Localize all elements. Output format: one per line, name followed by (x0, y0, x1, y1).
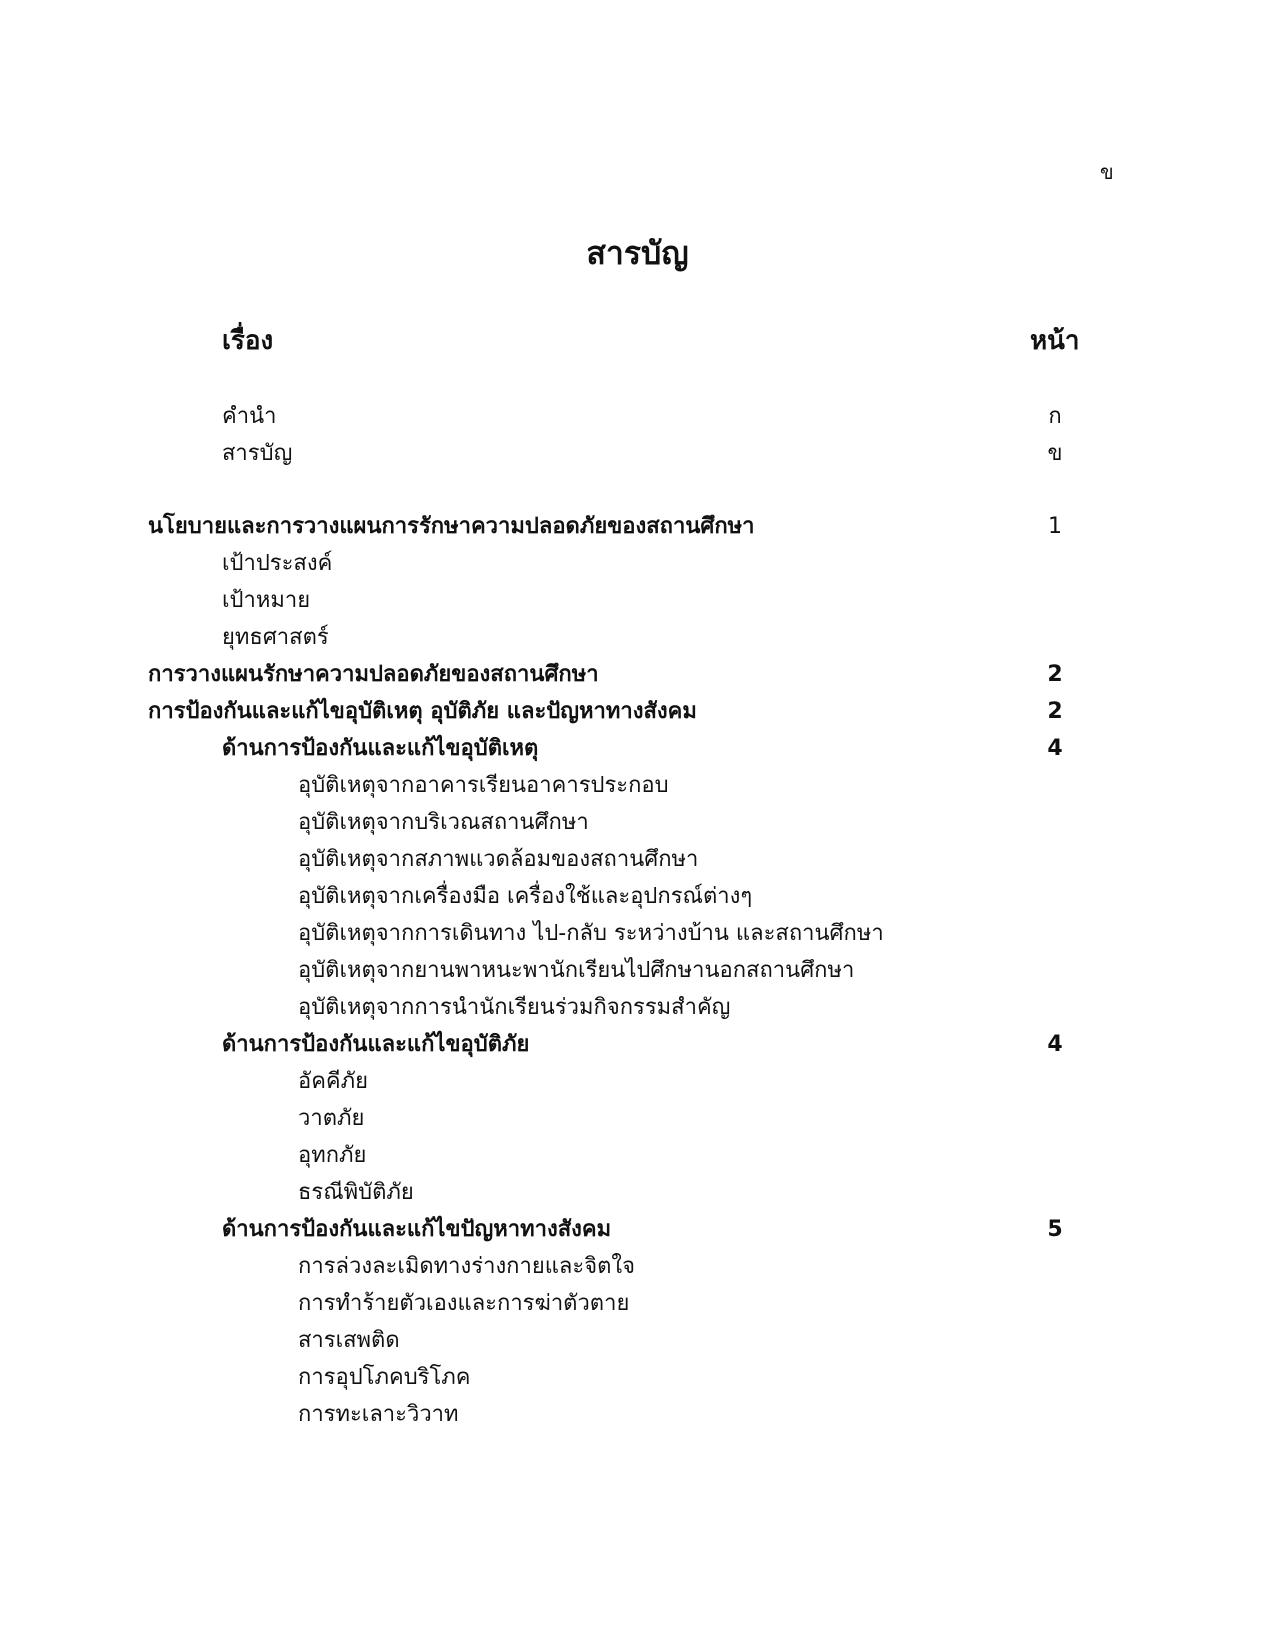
toc-entry-text: อุบัติเหตุจากการนำนักเรียนร่วมกิจกรรมสำคัญ (298, 995, 731, 1020)
toc-entry-text: อุบัติเหตุจากเครื่องมือ เครื่องใช้และอุปกรณ์ต่างๆ (298, 884, 753, 909)
toc-entry-text: การวางแผนรักษาความปลอดภัยของสถานศึกษา (148, 662, 599, 687)
toc-entry-text: อุบัติเหตุจากยานพาหนะพานักเรียนไปศึกษานอกสถานศึกษา (298, 958, 855, 983)
toc-entry-page: 1 (1048, 514, 1062, 539)
toc-entry-text: อุบัติเหตุจากอาคารเรียนอาคารประกอบ (298, 773, 669, 798)
toc-entry-page: 2 (1047, 662, 1063, 687)
toc-entry-text: ธรณีพิบัติภัย (298, 1180, 414, 1205)
toc-entry-text: การอุปโภคบริโภค (298, 1365, 471, 1390)
toc-entry-page: 4 (1047, 1032, 1063, 1057)
toc-entry-page: 4 (1047, 736, 1063, 761)
topic-column-header: เรื่อง (222, 326, 274, 356)
toc-entry-text: ด้านการป้องกันและแก้ไขอุบัติภัย (222, 1032, 530, 1057)
toc-entry-text: เป้าหมาย (222, 588, 311, 613)
toc-entry-text: การทำร้ายตัวเองและการฆ่าตัวตาย (298, 1291, 630, 1316)
toc-entry-text: นโยบายและการวางแผนการรักษาความปลอดภัยของสถานศึกษา (148, 514, 755, 539)
toc-entry-text: คำนำ (222, 404, 277, 429)
page-number: ข (1100, 160, 1114, 184)
page-title: สารบัญ (586, 234, 689, 272)
toc-entry-text: วาตภัย (298, 1106, 365, 1131)
toc-entry-text: การล่วงละเมิดทางร่างกายและจิตใจ (298, 1254, 636, 1279)
toc-entry-text: ยุทธศาสตร์ (222, 625, 329, 650)
toc-entry-text: อัคคีภัย (298, 1069, 369, 1094)
page-column-header: หน้า (1030, 326, 1080, 356)
toc-entry-text: เป้าประสงค์ (222, 551, 333, 576)
toc-entry-text: ด้านการป้องกันและแก้ไขอุบัติเหตุ (222, 736, 539, 761)
toc-entry-text: อุบัติเหตุจากบริเวณสถานศึกษา (298, 810, 589, 835)
toc-entry-text: สารบัญ (222, 441, 293, 466)
toc-entry-page: ก (1048, 404, 1062, 429)
toc-entry-text: สารเสพติด (298, 1328, 400, 1353)
toc-entry-text: ด้านการป้องกันและแก้ไขปัญหาทางสังคม (222, 1217, 612, 1242)
toc-entry-page: ข (1047, 441, 1063, 466)
toc-entry-page: 5 (1047, 1217, 1063, 1242)
toc-entry-text: อุบัติเหตุจากการเดินทาง ไป-กลับ ระหว่างบ้าน และสถานศึกษา (298, 921, 884, 946)
toc-entry-text: การทะเลาะวิวาท (298, 1402, 459, 1427)
toc-entry-page: 2 (1047, 699, 1063, 724)
toc-entry-text: อุบัติเหตุจากสภาพแวดล้อมของสถานศึกษา (298, 847, 699, 872)
toc-entry-text: การป้องกันและแก้ไขอุบัติเหตุ อุบัติภัย และปัญหาทางสังคม (148, 699, 697, 724)
toc-entry-text: อุทกภัย (298, 1143, 367, 1168)
